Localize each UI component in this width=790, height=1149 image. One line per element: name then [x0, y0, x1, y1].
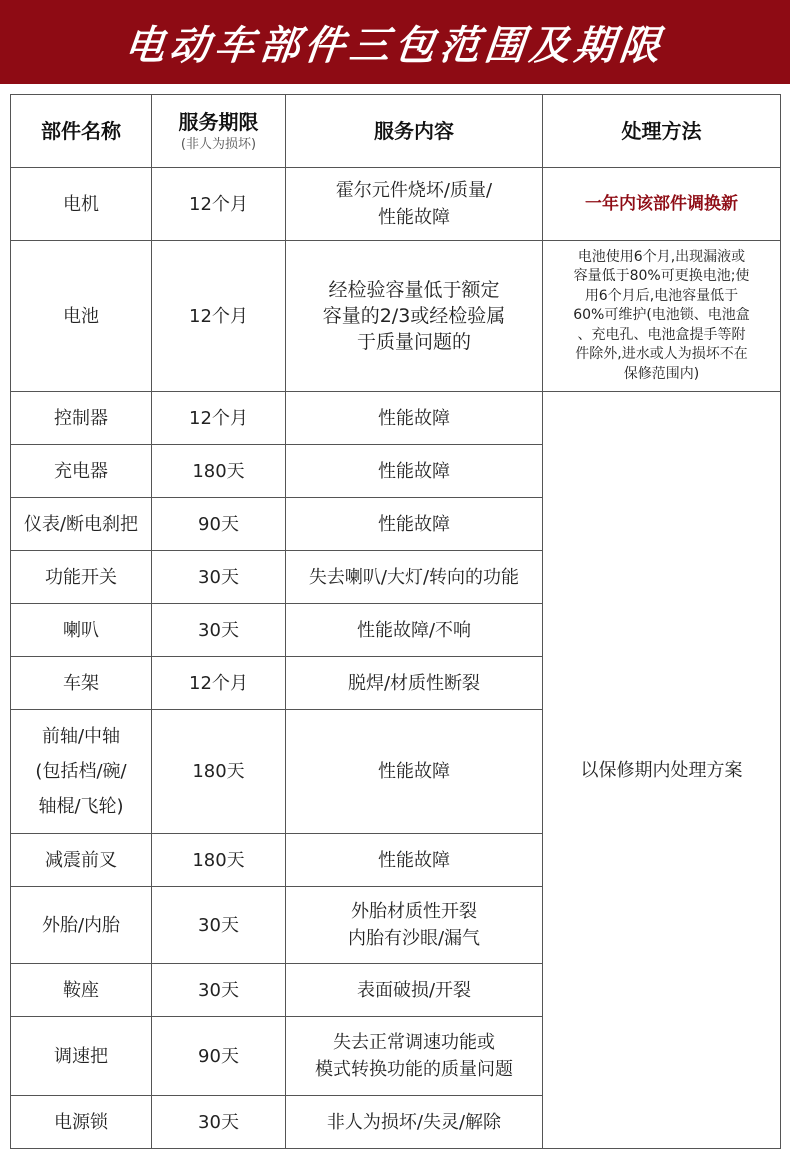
part-name-line: (包括档/碗/	[35, 761, 127, 782]
content-cell	[286, 1017, 543, 1096]
part-name-cell: 电机	[11, 168, 152, 241]
period-cell: 12个月	[152, 168, 286, 241]
title-banner	[0, 0, 790, 84]
part-name-line: 轴棍/飞轮)	[38, 796, 124, 817]
part-name-cell: 功能开关	[11, 551, 152, 604]
period-cell: 12个月	[152, 657, 286, 710]
content-cell: 非人为损坏/失灵/解除	[286, 1096, 543, 1149]
handling-cell-merged: 以保修期内处理方案	[543, 392, 781, 1149]
header-handling-method: 处理方法	[543, 95, 781, 168]
part-name-cell: 控制器	[11, 392, 152, 445]
part-name-cell: 调速把	[11, 1017, 152, 1096]
content-line: 模式转换功能的质量问题	[315, 1059, 513, 1080]
table-row	[11, 168, 781, 241]
part-name-cell	[11, 710, 152, 834]
page-title: 电动车部件三包范围及期限	[122, 22, 668, 69]
part-name-cell: 电池	[11, 241, 152, 392]
part-name-cell: 车架	[11, 657, 152, 710]
content-line: 失去正常调速功能或	[333, 1032, 495, 1053]
warranty-table	[10, 94, 781, 1149]
handling-line: 电池使用6个月,出现漏液或	[577, 248, 746, 265]
part-name-cell: 减震前叉	[11, 834, 152, 887]
handling-line: 件除外,进水或人为损坏不在	[575, 346, 748, 363]
part-name-cell: 仪表/断电刹把	[11, 498, 152, 551]
content-cell	[286, 887, 543, 964]
handling-cell-highlight: 一年内该部件调换新	[543, 168, 781, 241]
handling-line: 容量低于80%可更换电池;使	[573, 268, 750, 285]
content-cell	[286, 168, 543, 241]
part-name-cell: 喇叭	[11, 604, 152, 657]
handling-line: 保修范围内)	[623, 365, 700, 382]
content-cell: 性能故障	[286, 710, 543, 834]
content-cell: 性能故障/不响	[286, 604, 543, 657]
content-line: 容量的2/3或经检验属	[322, 305, 506, 327]
content-line: 外胎材质性开裂	[351, 901, 477, 922]
handling-line: 、充电孔、电池盒提手等附	[577, 326, 746, 343]
period-cell: 12个月	[152, 241, 286, 392]
handling-cell-battery	[543, 241, 781, 392]
header-service-period-label: 服务期限	[178, 110, 259, 134]
period-cell: 180天	[152, 834, 286, 887]
content-cell: 脱焊/材质性断裂	[286, 657, 543, 710]
period-cell: 90天	[152, 1017, 286, 1096]
header-service-content: 服务内容	[286, 95, 543, 168]
content-cell: 表面破损/开裂	[286, 964, 543, 1017]
handling-line: 60%可维护(电池锁、电池盒	[573, 307, 750, 324]
content-line: 内胎有沙眼/漏气	[347, 928, 481, 949]
content-line: 经检验容量低于额定	[328, 279, 500, 301]
period-cell: 180天	[152, 445, 286, 498]
content-cell: 性能故障	[286, 392, 543, 445]
warranty-table-container	[10, 94, 781, 1149]
period-cell: 12个月	[152, 392, 286, 445]
period-cell: 30天	[152, 551, 286, 604]
table-row	[11, 392, 781, 445]
table-header-row	[11, 95, 781, 168]
handling-line: 用6个月后,电池容量低于	[584, 287, 739, 304]
period-cell: 30天	[152, 964, 286, 1017]
period-cell: 30天	[152, 1096, 286, 1149]
content-cell	[286, 241, 543, 392]
part-name-line: 前轴/中轴	[41, 726, 121, 747]
content-cell: 性能故障	[286, 445, 543, 498]
header-service-period-note: (非人为损坏)	[180, 137, 257, 152]
content-line: 于质量问题的	[356, 331, 471, 353]
header-service-period	[152, 95, 286, 168]
table-row	[11, 241, 781, 392]
period-cell: 30天	[152, 887, 286, 964]
period-cell: 90天	[152, 498, 286, 551]
content-line: 霍尔元件烧坏/质量/	[335, 180, 493, 201]
part-name-cell: 外胎/内胎	[11, 887, 152, 964]
part-name-cell: 充电器	[11, 445, 152, 498]
content-cell: 性能故障	[286, 498, 543, 551]
content-line: 性能故障	[378, 207, 450, 228]
header-part-name: 部件名称	[11, 95, 152, 168]
content-cell: 失去喇叭/大灯/转向的功能	[286, 551, 543, 604]
content-cell: 性能故障	[286, 834, 543, 887]
part-name-cell: 电源锁	[11, 1096, 152, 1149]
period-cell: 30天	[152, 604, 286, 657]
period-cell: 180天	[152, 710, 286, 834]
part-name-cell: 鞍座	[11, 964, 152, 1017]
